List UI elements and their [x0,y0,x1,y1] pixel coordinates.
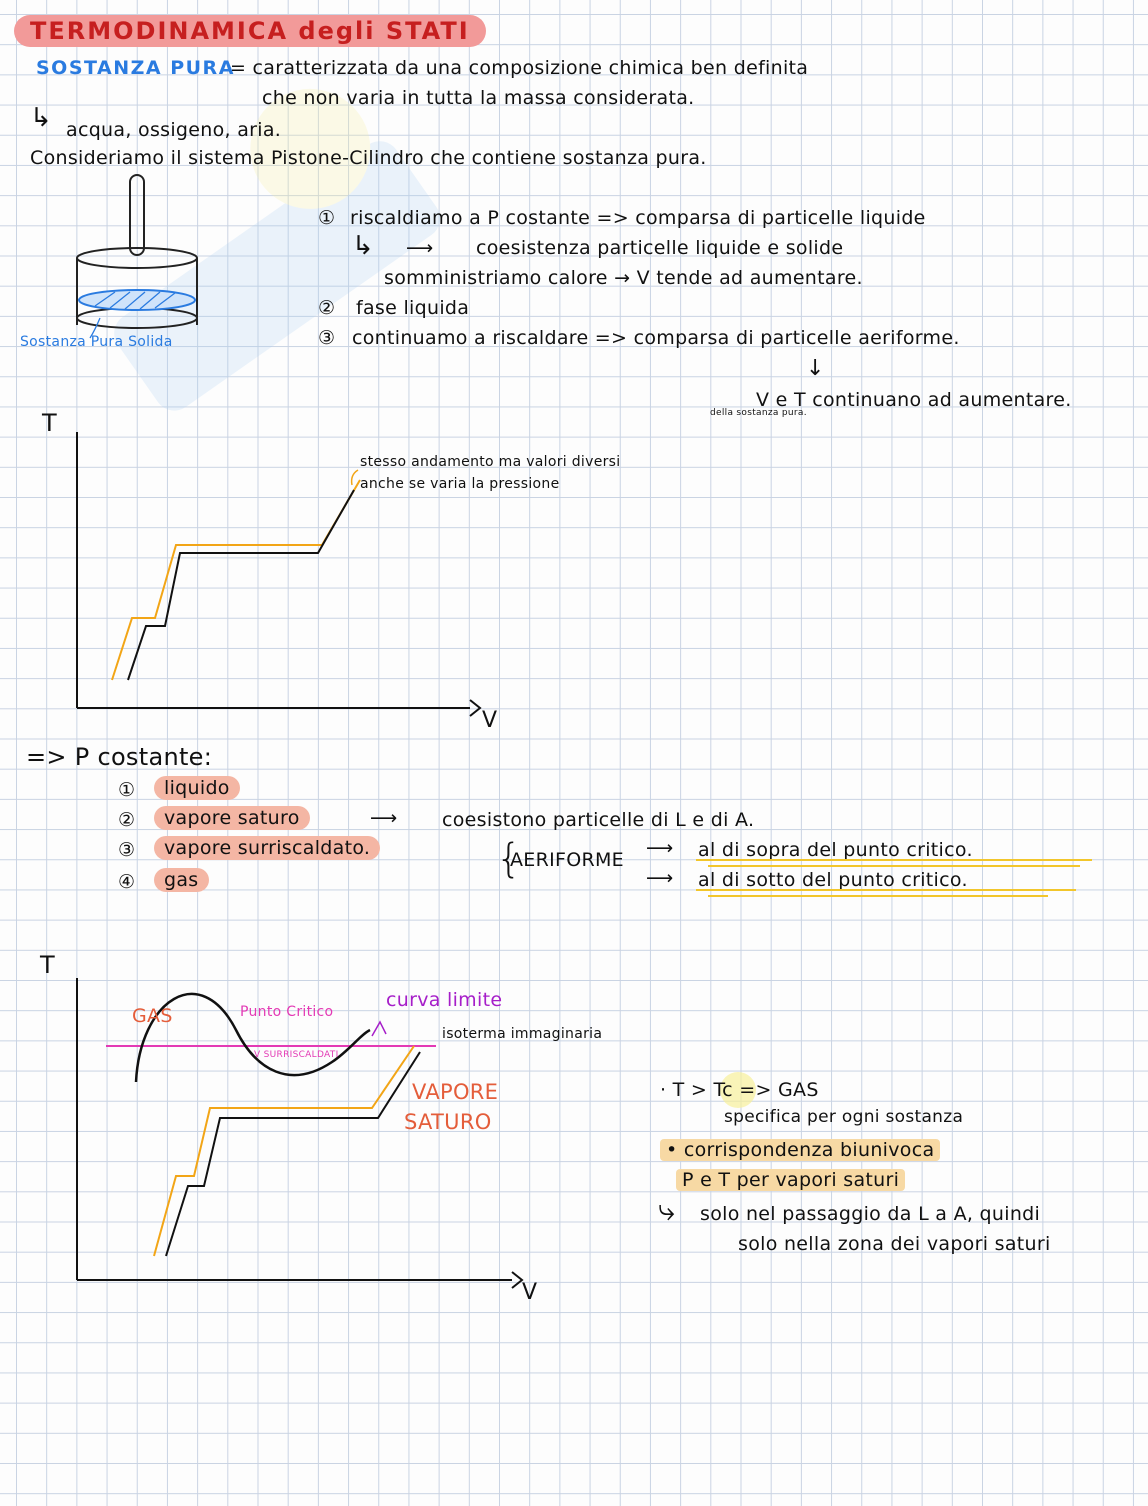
graph-2-gas-label: GAS [132,1005,173,1027]
arrow-hook-icon: ↳ [30,103,53,133]
step-1-sub2: somministriamo calore → V tende ad aumentare. [384,267,863,289]
state-4-num: ④ [118,871,136,893]
step-3-text: continuamo a riscaldare => comparsa di particelle aeriforme. [352,327,960,349]
sostanza-def-1: = caratterizzata da una composizione chimica ben definita [230,57,809,79]
state-3-num: ③ [118,839,136,861]
sostanza-def-2: che non varia in tutta la massa considerata. [262,87,695,109]
sostanza-examples: acqua, ossigeno, aria. [66,119,282,141]
step-3-num: ③ [318,327,336,349]
below-critical: al di sotto del punto critico. [698,869,968,891]
note-bullet-2c: solo nel passaggio da L a A, quindi [700,1203,1041,1225]
arrow-hook-icon-2: ↳ [352,231,375,261]
arrow-right-icon-2: ⟶ [370,807,398,829]
arrow-right-icon-4: ⟶ [646,867,674,889]
graph-2-saturo: SATURO [404,1110,492,1134]
note-tc-sub: specifica per ogni sostanza [724,1107,964,1127]
step-1-sub: coesistenza particelle liquide e solide [476,237,844,259]
step-2-text: fase liquida [356,297,470,319]
brace-icon: { [496,836,522,882]
graph-2-isotherm: isoterma immaginaria [442,1026,603,1042]
graph-2-limit-curve: curva limite [386,989,503,1011]
state-1-label: liquido [154,778,240,800]
graph-2-y-axis: T [40,951,55,979]
graph-2-critical-point: Punto Critico [240,1004,334,1020]
arrow-right-icon: ⟶ [406,237,434,259]
state-1-num: ① [118,779,136,801]
graph-1-y-axis: T [42,409,57,437]
above-critical: al di sopra del punto critico. [698,839,973,861]
note-bullet-2: • corrispondenza biunivoca [660,1140,940,1162]
state-4-label: gas [154,870,209,892]
arrow-right-icon-3: ⟶ [646,837,674,859]
sostanza-consider: Consideriamo il sistema Pistone-Cilindro che contiene sostanza pura. [30,147,707,169]
step-2-num: ② [318,297,336,319]
note-bullet-2b: P e T per vapori saturi [676,1170,905,1192]
step-3-note-small: della sostanza pura. [710,408,807,418]
step-1-text: riscaldiamo a P costante => comparsa di particelle liquide [350,207,926,229]
diagram-caption: Sostanza Pura Solida [20,334,173,350]
page-title: TERMODINAMICA degli STATI [14,18,486,46]
graph-1-note-2: anche se varia la pressione [360,476,560,492]
p-costante-heading: => P costante: [26,743,213,771]
note-bullet-2d: solo nella zona dei vapori saturi [738,1233,1051,1255]
graph-1-note-1: stesso andamento ma valori diversi [360,454,621,470]
arrow-down-icon: ↓ [806,356,825,381]
curved-arrow-icon: ⤷ [658,1193,676,1228]
graph-2-x-axis: V [522,1280,538,1305]
aeriforme-label: AERIFORME [510,849,624,871]
step-1-num: ① [318,207,336,229]
state-2-num: ② [118,809,136,831]
graph-1-x-axis: V [482,708,498,733]
sostanza-label: SOSTANZA PURA [36,57,235,79]
graph-2-surriscaldati: V SURRISCALDATI [254,1050,339,1060]
state-2-label: vapore saturo [154,808,310,830]
note-tc: · T > Tc => GAS [660,1079,819,1101]
state-3-label: vapore surriscaldato. [154,838,380,860]
step-3-note: V e T continuano ad aumentare. [756,389,1072,411]
coexist-text: coesistono particelle di L e di A. [442,809,755,831]
graph-2-vapore: VAPORE [412,1080,499,1104]
